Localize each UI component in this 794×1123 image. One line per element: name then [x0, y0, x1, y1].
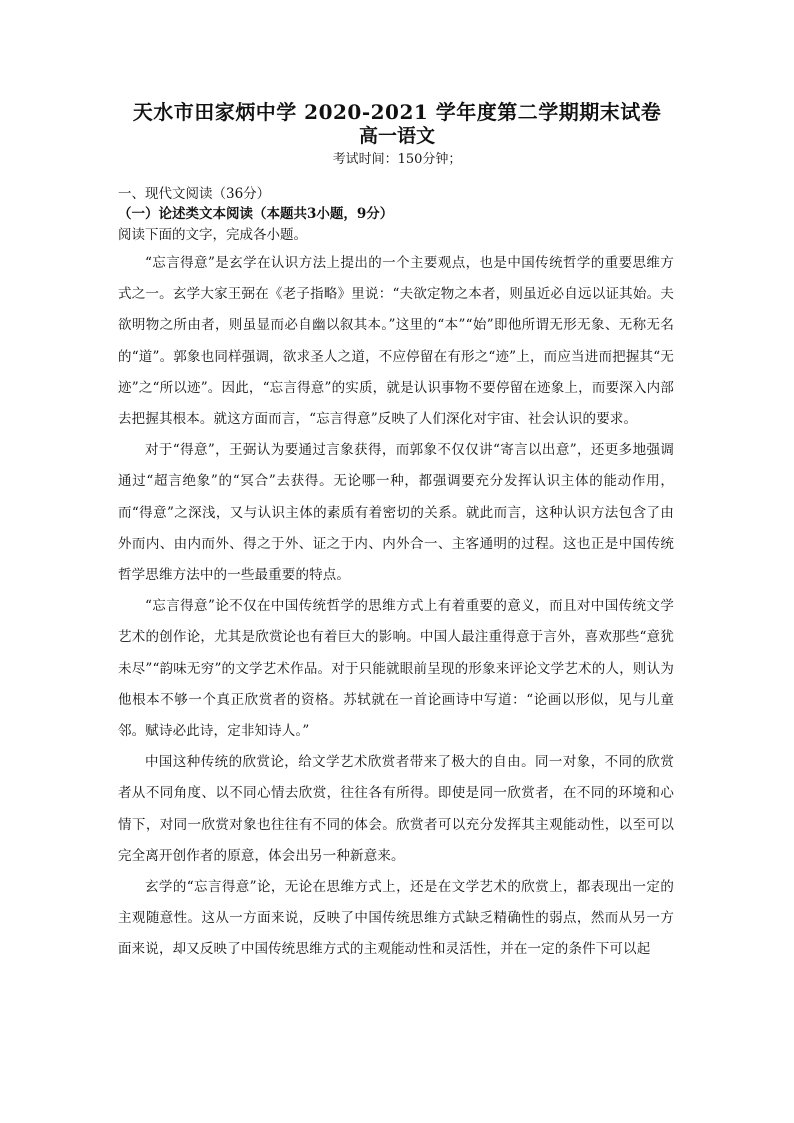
passage-paragraph: “忘言得意”是玄学在认识方法上提出的一个主要观点，也是中国传统哲学的重要思维方式之一。玄学大家王弼在《老子指略》里说：“夫欲定物之本者，则虽近必自远以证其始。夫欲明物之所由者，则虽显而必自幽以叙其本。”这里的“本”“始”即他所谓无形无象、无称无名的“道”。郭象也同样强调，欲求圣人之道，不应停留在有形之“迹”上，而应当进而把握其“无迹”之“所以迹”。因此，“忘言得意”的实质，就是认识事物不要停留在迹象上，而要深入内部去把握其根本。就这方面而言，“忘言得意”反映了人们深化对宇宙、社会认识的要求。 — [118, 255, 674, 428]
reading-instruction: 阅读下面的文字，完成各小题。 — [118, 227, 307, 243]
passage-paragraph: 中国这种传统的欣赏论，给文学艺术欣赏者带来了极大的自由。同一对象，不同的欣赏者从不同角度、以不同心情去欣赏，往往各有所得。即使是同一欣赏者，在不同的环境和心情下，对同一欣赏对象也往往有不同的体会。欣赏者可以充分发挥其主观能动性，以至可以完全离开创作者的原意，体会出另一种新意来。 — [118, 754, 674, 864]
exam-time: 考试时间：150分钟； — [332, 152, 462, 167]
passage-paragraph: “忘言得意”论不仅在中国传统哲学的思维方式上有着重要的意义，而且对中国传统文学艺术的创作论，尤其是欣赏论也有着巨大的影响。中国人最注重得意于言外，喜欢那些“意犹未尽”“韵味无穷”的文学艺术作品。对于只能就眼前呈现的形象来评论文学艺术的人，则认为他根本不够一个真正欣赏者的资格。苏轼就在一首论画诗中写道：“论画以形似，见与儿童邻。赋诗必此诗，定非知诗人。” — [118, 598, 674, 740]
passage-paragraph: 对于“得意”，王弼认为要通过言象获得，而郭象不仅仅讲“寄言以出意”，还更多地强调通过“超言绝象”的“冥合”去获得。无论哪一种，都强调要充分发挥认识主体的能动作用，而“得意”之深浅，又与认识主体的素质有着密切的关系。就此而言，这种认识方法包含了由外而内、由内而外、得之于外、证之于内、内外合一、主客通明的过程。这也正是中国传统哲学思维方法中的一些最重要的特点。 — [118, 442, 674, 584]
subsection-title: （一）论述类文本阅读（本题共3小题，9分） — [118, 206, 394, 222]
exam-title: 天水市田家炳中学 2020-2021 学年度第二学期期末试卷 — [132, 100, 662, 124]
section-title: 一、现代文阅读（36分） — [118, 186, 271, 202]
passage-paragraph: 玄学的“忘言得意”论，无论在思维方式上，还是在文学艺术的欣赏上，都表现出一定的主观随意性。这从一方面来说，反映了中国传统思维方式缺乏精确性的弱点，然而从另一方面来说，却又反映了中国传统思维方式的主观能动性和灵活性，并在一定的条件下可以起 — [118, 879, 674, 958]
exam-subject: 高一语文 — [358, 125, 435, 147]
exam-content — [118, 184, 674, 966]
